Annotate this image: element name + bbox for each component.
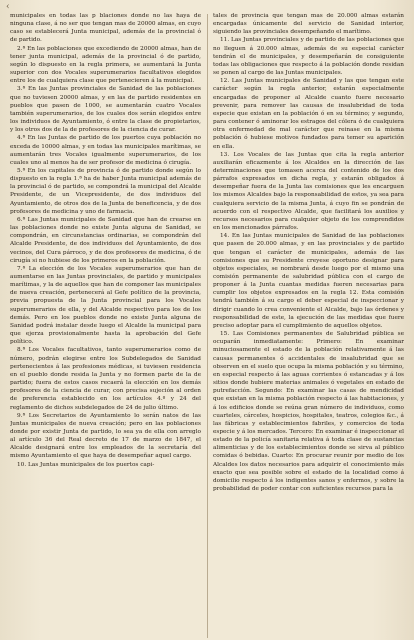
rule-paragraph: 9.ª Los Secretarios de Ayuntamiento lo serán natos de las Juntas municipales de nueva creación; pero en las poblaciones donde por existir Junta de partido, lo sea ya de ella con arreglo al artículo 36 del Real decreto de 17 de marzo de 1847, el Alcalde designará entre los empleados de la secretaría del mismo Ayuntamiento el que haya de desempeñar aquel cargo.: [10, 412, 201, 460]
rule-paragraph: 14. En las Juntas municipales de Sanidad de las poblaciones que pasen de 20.000 almas, y en las provinciales y de partido que tengan el carácter de municipales, además de las comisiones que su Presidente creyese oportuno designar para objetos especiales, se nombrará desde luego por el mismo una comisión permanente de salubridad pública con el cargo de proponer á la Junta cuantas medidas fueren necesarias para cumplir los objetos expresados en la regla 12. Esta comisión tendrá también á su cargo el deber especial de inspeccionar y dirigir cuando lo crea conveniente el Alcalde, bajo las órdenes y responsabilidad de este, la ejecución de las medidas que fuere preciso adoptar para el cumplimiento de aquellos objetos.: [213, 233, 404, 329]
rule-paragraph: 11. Las Juntas provinciales y de partido de las poblaciones que no lleguen á 20.000 almas, además de su especial carácter tendrán el de municipales, y desempeñarán de consiguiente todas las obligaciones que respecto á la población donde residan se ponen al cargo de las Juntas municipales.: [213, 37, 404, 77]
rule-paragraph: 2.ª En las poblaciones que excediendo de 20000 almas, han de tener junta municipal, además de la provincial ó de partido, según lo dispuesto en la regla primera, se aumentará la Junta superior con dos Vocales superumerarios facultativos elegidos entre los de cualquiera clase que pertenecieren á la municipal.: [10, 45, 201, 85]
rule-paragraph: 15. Las Comisiones permanentes de Salubridad pública se ocuparán inmediatamente: Primero: En examinar minuciosamente el estado de la población relativamente á las causas permanentes ó accidentales de insalubridad que se observen en el suelo que ocupa la misma población y su término, en especial respecto á las aguas corrientes ó estancadas y á los sitios donde hubiere materias animales ó vegetales en estado de putrefacción. Segundo: En examinar las casas de mendicidad que existan en la misma población respecto á las habitaciones, y á los edificios donde se reúna gran número de individuos, como cuarteles, cárceles, hospicios, hospitales, teatros, colegios &c., á las fábricas y establecimientos fabriles, y comercios de toda especie y á los mercados. Tercero: En examinar é inspeccionar el estado de la policía sanitaria relativa á toda clase de sustancias alimenticias y de los establecimientos donde se sirva al público comidas ó bebidas. Cuarto: En procurar reunir por medio de los Alcaldes los datos necesarios para adquirir el conocimiento más exacto que sea posible sobre el estado de la localidad como á domicilio respecto á los indigentes sanos y enfermos, y sobre la probabilidad de poder contar con suficientes recursos para la: [213, 331, 404, 493]
corner-mark: ‹: [6, 2, 10, 12]
column-divider: [207, 14, 208, 638]
text-columns: [10, 12, 404, 640]
rule-paragraph: 4.ª En las Juntas de partido de los puertos cuya población no exceda de 10000 almas, y en todas las municipales marítimas, se aumentarán tres Vocales igualmente superumerarios, de los cuales uno al menos ha de ser profesor de medicina ó cirugía.: [10, 135, 201, 166]
rule-paragraph: 10. Las Juntas municipales de los puertos capi-: [17, 461, 155, 468]
rule-paragraph: 6.ª Las Juntas municipales de Sanidad que han de crearse en las poblaciones donde no existe Junta alguna de Sanidad, se compondrán, en circunstancias ordinarias, se compondrán del Alcalde Presidente, de dos individuos del Ayuntamiento, de dos vecinos, del Cura párroco, y de dos profesores de medicina, ó de cirugía si no hubiese de los primeros en la población.: [10, 216, 201, 264]
rule-paragraph: 7.ª La elección de los Vocales superumerarios que han de aumentarse en las Juntas provinciales, de partido y municipales marítimas, y la de aquellos que han de componer las municipales de nueva creación, pertenecerá al Gefe político de la provincia, previa propuesta de la Junta provincial para los Vocales superumerarios de ella, y del Alcalde respectivo para los de los demás. Pero en los pueblos donde no existe Junta alguna de Sanidad podrá instalar desde luego el Alcalde la municipal para que ejerza provisionalmente hasta la aprobación del Gefe político.: [10, 265, 201, 346]
right-column: [213, 12, 404, 640]
paragraph-continued: tales de provincia que tengan mas de 20.000 almas estarán encargadas únicamente del servicio de Sanidad interior, siguiendo las provinciales desempeñando el marítimo.: [213, 13, 404, 36]
rule-paragraph: 8.ª Los Vocales facultativos, tanto superumerarios como de número, podrán elegirse entre los Subdelegados de Sanidad pertenecientes á las profesiones médicas, si tuviesen residencia en el pueblo donde resida la Junta y no formen parte de la de partido; fuera de estos casos recaerá la elección en los demás profesores de la ciencia de curar, con precisa sujeción al orden de preferencia establecido en los artículos 4.º y 24 del reglamento de dichos subdelegados de 24 de julio último.: [10, 347, 201, 411]
rule-paragraph: 3.ª En las Juntas provinciales de Sanidad de las poblaciones que no tuviesen 20000 almas, y en las de partido residentes en pueblos que pasen de 1000, se aumentarán cuatro Vocales también superumerarios, de los cuales dos serán elegidos entre los individuos de Ayuntamiento, ó entre la clase de propietarios, y los otros dos de la de profesores de la ciencia de curar.: [10, 86, 201, 134]
rule-paragraph: 5.ª En los capitales de provincia ó de partido donde según lo dispuesto en la regla 1.ª ha de haber Junta municipal además de la provincial ó de partido, se compondrá la municipal del Alcalde Presidente, de un Vicepresidente, de dos individuos del Ayuntamiento, de otros dos de la Junta de beneficencia, y de dos profesores de medicina y uno de farmacia.: [10, 167, 201, 215]
paragraph-continued: municipales en todas las p blaciones donde no las haya de ninguna clase, á no ser que tengan mas de 20000 almas, en cuyo caso se establecerá Junta municipal, además de la provincial ó de partido.: [10, 13, 201, 44]
rule-paragraph: 12. Las Juntas municipales de Sanidad y las que tengan este carácter según la regla anterior, estarán especialmente encargadas de proponer al Alcalde cuanto fuere necesario prevenir, para remover las causas de insalubridad de toda especie que existan en la población ó en su término; y segundo, para contener ó aminorar los estragos del cólera ó de cualquiera otra enfermedad de mal carácter que reinase en la misma población ó hubiese motivos fundados para temer su aparición en ella.: [213, 78, 404, 150]
left-column: [10, 12, 201, 640]
rule-paragraph: 13. Los Vocales de las Juntas que cita la regla anterior auxiliarán eficazmente á los Alcaldes en la dirección de las determinaciones que tomasen acerca del contenido de los dos párrafos expresados en dicha regla, y estarán obligados á desempeñar fuera de la Junta las comisiones que les encarguen los mismos Alcaldes bajo la responsabilidad de estos, ya sea para cualquiera servicio de la misma Junta, á cuyo fin se pondrán de acuerdo con el respectivo Alcalde, que facilitará los auxilios y recursos necesarios para cualquier objeto de los comprendidos en los mencionados párrafos.: [213, 151, 404, 232]
